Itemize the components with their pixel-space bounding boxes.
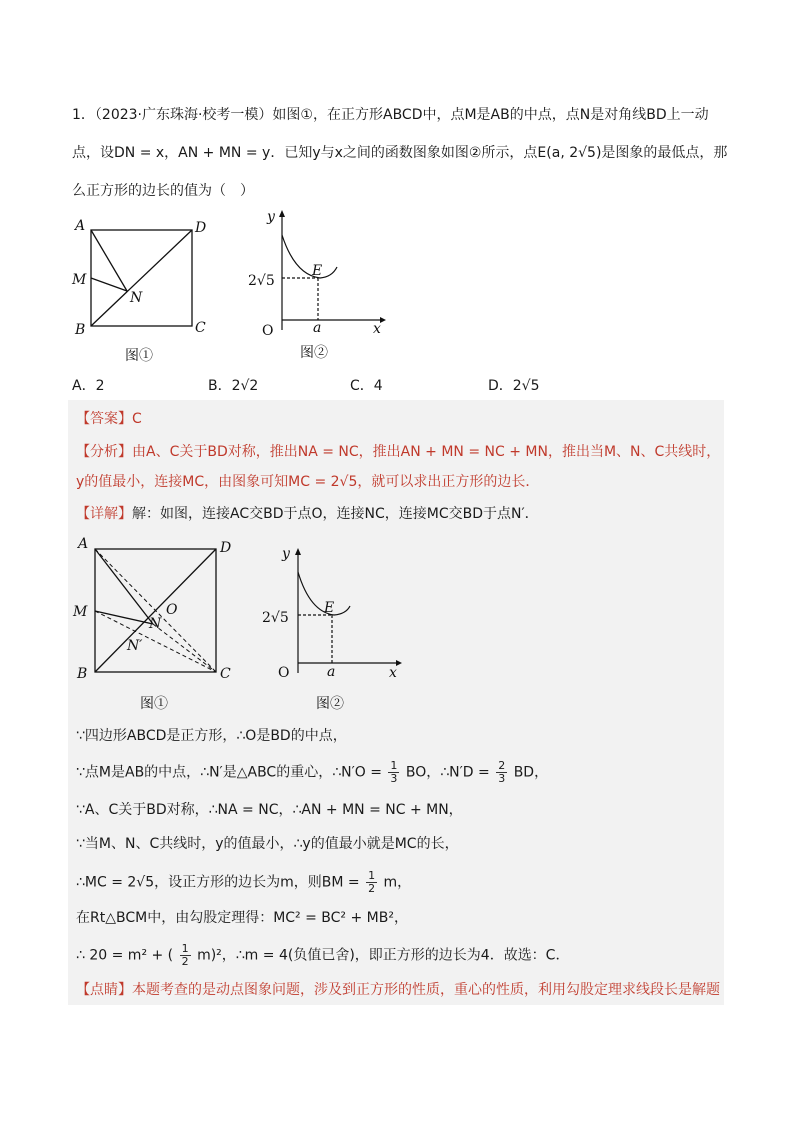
fraction-numerator: 1 [181,942,189,955]
origin-label: O [278,665,290,681]
label-M: M [72,272,87,288]
axis-y-label: y [282,546,290,562]
step-5-text-a: ∴MC = 2√5，设正方形的边长为m，则BM = [76,874,360,891]
label-O: O [166,602,178,618]
detail-text-0: 解：如图，连接AC交BD于点O，连接NC，连接MC交BD于点N′． [132,506,539,522]
label-M: M [73,604,88,620]
label-A: A [78,536,89,552]
point-a-label: a [327,664,336,680]
detail-tag: 【详解】 [76,506,132,522]
question-line-2: 点，设DN = x，AN + MN = y．已知y与x之间的函数图象如图②所示，点E(a, 2√5)是图象的最低点，那 [72,145,728,161]
step-7 [76,943,569,968]
figure-graph-1 [240,205,390,365]
figure-caption: 图② [300,345,328,361]
fraction-numerator: 1 [368,869,376,882]
question-line-3: 么正方形的边长的值为（ ） [72,183,254,199]
axis-y-label: y [267,209,275,225]
analysis-row-1 [76,442,720,462]
comment-tag: 【点睛】 [76,982,132,998]
point-a-label: a [313,320,322,336]
label-A: A [75,218,86,234]
figure-caption: 图② [316,696,344,712]
option-a[interactable]: A．2 [72,378,105,394]
step-6: 在Rt△BCM中，由勾股定理得：MC² = BC² + MB²， [76,910,408,926]
label-B: B [77,666,88,682]
axis-x-label: x [389,665,397,681]
step-5-text-b: m， [383,874,412,891]
figure-caption: 图① [140,696,168,712]
step-2-text-c: BD， [513,764,549,781]
label-C: C [195,320,206,336]
fraction-one-third [388,760,399,785]
axis-x-label: x [373,321,381,337]
option-b[interactable]: B．2√2 [208,378,259,394]
step-7-text-b: m)²，∴m = 4(负值已舍)，即正方形的边长为4．故选：C． [197,947,570,964]
figure-square-2 [70,532,245,712]
answer-value: C [132,411,142,427]
value-label: 2√5 [248,273,275,289]
comment-text: 本题考查的是动点图象问题，涉及到正方形的性质，重心的性质，利用勾股定理求线段长是解题 [132,982,720,998]
label-B: B [75,322,86,338]
step-1: ∵四边形ABCD是正方形，∴O是BD的中点， [76,728,347,744]
label-D: D [195,220,207,236]
point-E-label: E [312,263,323,279]
step-7-text-a: ∴ 20 = m² + ( [76,947,174,964]
label-D: D [220,540,232,556]
value-label: 2√5 [262,610,289,626]
question-text [72,96,732,210]
answer-tag: 【答案】 [76,411,132,427]
fraction-two-thirds [496,760,507,785]
step-2-text-b: BO，∴N′D = [405,764,490,781]
question-line-1: 1．（2023·广东珠海·校考一模）如图①，在正方形ABCD中，点M是AB的中点，点N是对角线BD上一动 [72,107,709,123]
point-E-label: E [324,600,335,616]
analysis-tag: 【分析】 [76,444,132,460]
step-4: ∵当M、N、C共线时，y的值最小，∴y的值最小就是MC的长， [76,836,459,852]
step-3: ∵A、C关于BD对称，∴NA = NC，∴AN + MN = NC + MN， [76,802,463,818]
fraction-denominator: 2 [368,882,376,895]
fraction-numerator: 2 [498,759,506,772]
fraction-one-half-b [180,943,191,968]
origin-label: O [262,323,274,339]
analysis-text-1: 由A、C关于BD对称，推出NA = NC，推出AN + MN = NC + MN，推出当M、N、C共线时， [132,444,721,460]
step-5 [76,870,411,895]
option-c[interactable]: C．4 [350,378,383,394]
fraction-numerator: 1 [390,759,398,772]
label-N-prime: N′ [127,638,143,654]
label-C: C [220,666,231,682]
fraction-denominator: 3 [390,772,398,785]
fraction-one-half [366,870,377,895]
step-2 [76,760,548,785]
solution-box [68,400,724,1005]
label-N: N [130,290,143,306]
figure-square-1 [70,212,220,367]
fraction-denominator: 3 [498,772,506,785]
step-2-text-a: ∵点M是AB的中点，∴N′是△ABC的重心，∴N′O = [76,764,382,781]
figure-caption: 图① [125,348,153,364]
analysis-row-2: y的值最小，连接MC，由图象可知MC = 2√5，就可以求出正方形的边长． [76,474,540,490]
figure-graph-2 [258,540,408,715]
fraction-denominator: 2 [181,955,189,968]
comment-row [76,980,720,1000]
option-d[interactable]: D．2√5 [488,378,540,394]
detail-row-0 [76,504,539,524]
answer-row [76,409,142,429]
label-N: N [149,616,162,632]
